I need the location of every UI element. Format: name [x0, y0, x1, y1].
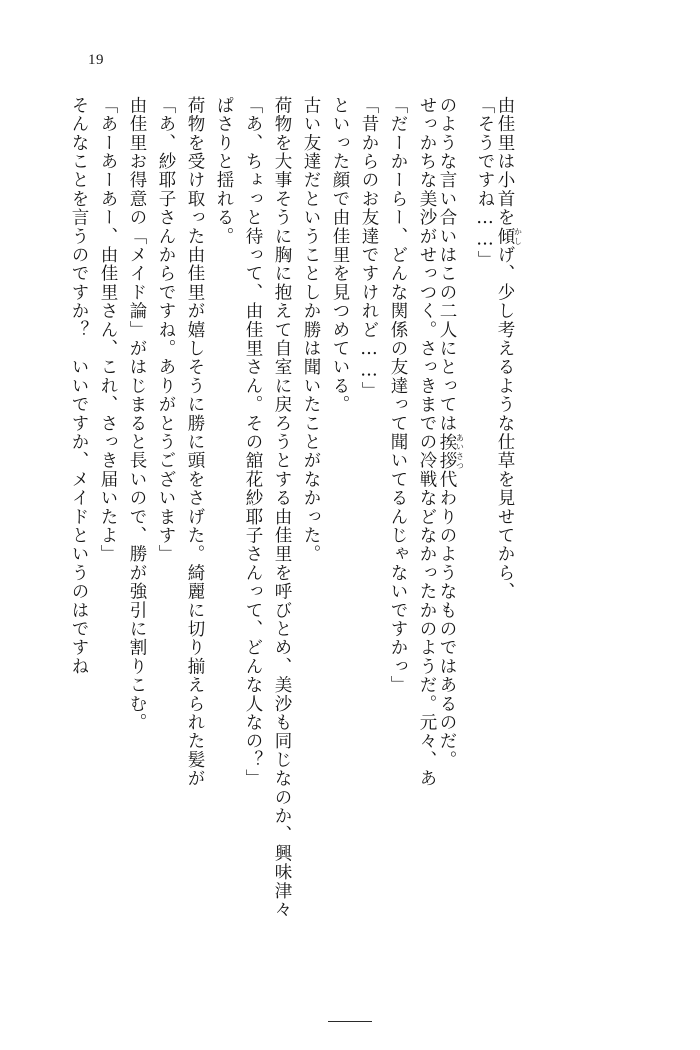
- text-column: 「そうですね……」: [475, 96, 495, 270]
- text-column: といった顔で由佳里を見つめている。: [330, 96, 350, 414]
- ruby-annotation: 挨拶あいさつ: [437, 432, 465, 471]
- text-column: 「あ、ちょっと待って、由佳里さん。その舘花紗耶子さんって、どんな人なの？」: [243, 96, 263, 788]
- text-column: 「昔からのお友達ですけれど……」: [359, 96, 379, 401]
- footer-rule: [328, 1021, 372, 1022]
- text-column: 荷物を受け取った由佳里が嬉しそうに勝に頭をさげた。綺麗に切り揃えられた髪が: [185, 96, 205, 788]
- text-column: そんなことを言うのですか？ いいですか、メイドというのはですね: [69, 96, 89, 676]
- text-column: 由佳里お得意の「メイド論」がはじまると長いので、勝が強引に割りこむ。: [127, 96, 147, 732]
- text-column: 「あーあーあー、由佳里さん、これ、さっき届いたよ」: [98, 96, 118, 564]
- text-column: ぱさりと揺れる。: [214, 96, 234, 246]
- page-number: 19: [88, 52, 104, 68]
- vertical-text-block: [58, 96, 642, 936]
- text-column: せっかちな美沙がせっつく。さっきまでの冷戦などなかったかのようだ。元々、あ: [417, 96, 437, 788]
- text-column: 荷物を大事そうに胸に抱えて自室に戻ろうとする由佳里を呼びとめ、美沙も同じなのか、興味津々: [272, 96, 292, 919]
- text-column: 古い友達だということしか勝は聞いたことがなかった。: [301, 96, 321, 564]
- text-column: のような言い合いはこの二人にとっては挨拶あいさつ代わりのようなものではあるのだ。: [437, 96, 465, 770]
- text-column: 「だーかーらー、どんな関係の友達って聞いてるんじゃないですかっ」: [388, 96, 408, 695]
- text-column: 「あ、紗耶子さんからですね。ありがとうございます」: [156, 96, 176, 564]
- text-column: 由佳里は小首を傾かしげ、少し考えるような仕草を見せてから、: [495, 96, 523, 601]
- ruby-annotation: 傾かし: [495, 226, 523, 246]
